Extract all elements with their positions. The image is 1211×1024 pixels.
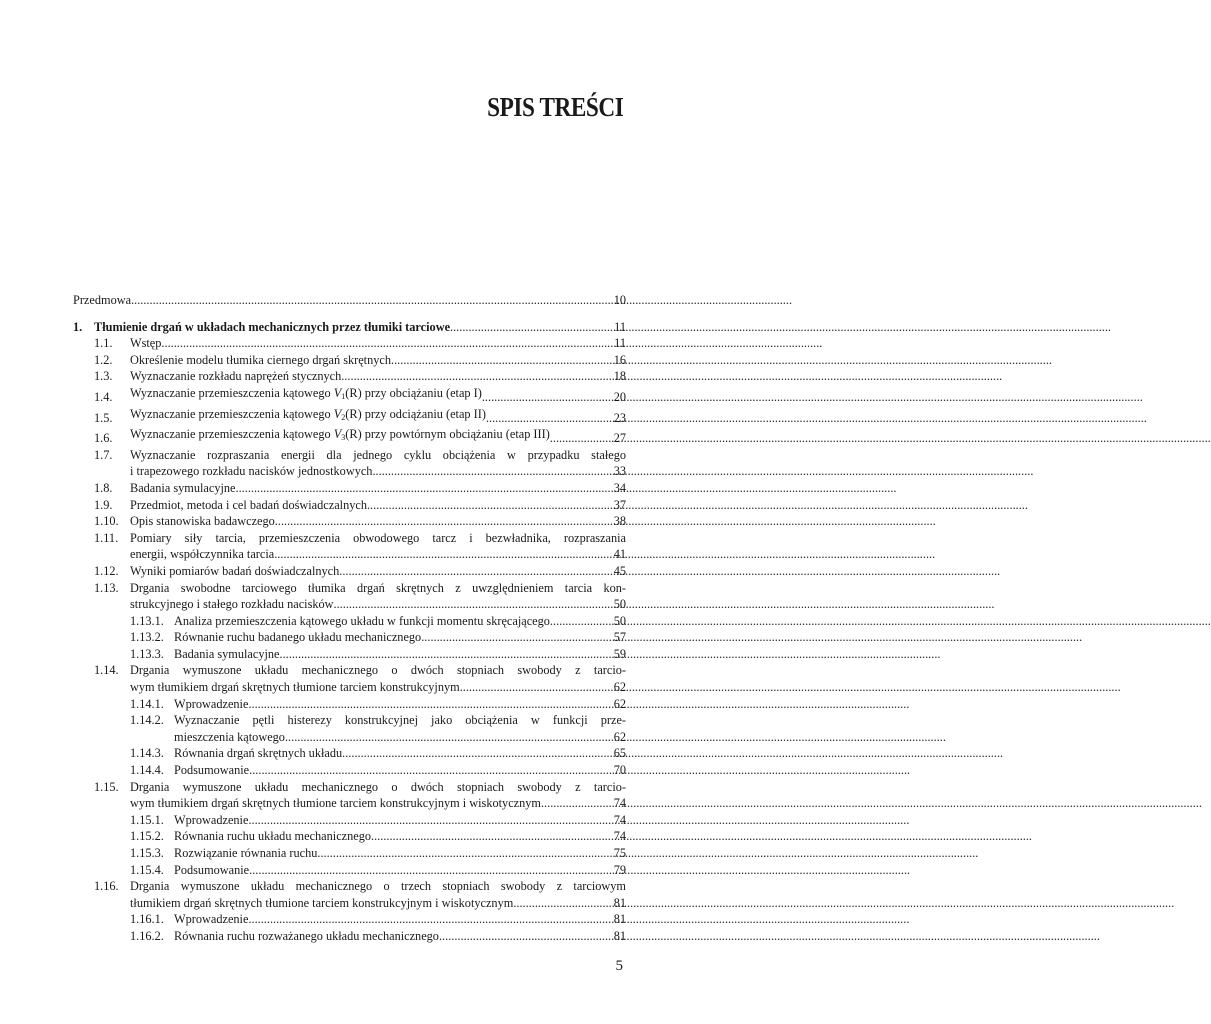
toc-entry-number: 1. [73, 319, 83, 334]
toc-entry-title: Wprowadzenie [174, 812, 249, 827]
toc-entry-title-block [174, 712, 626, 745]
toc-entry[interactable] [73, 812, 626, 829]
toc-entry[interactable] [73, 928, 626, 945]
toc-entry-title-line2: tłumikiem drgań skrętnych tłumione tarciem konstrukcyjnym i wiskotycznym [130, 895, 514, 910]
toc-entry[interactable] [73, 629, 626, 646]
toc-entry-title-pre: Wyznaczanie przemieszczenia kątowego [130, 406, 334, 421]
toc-entry[interactable] [73, 426, 626, 447]
leader-dots [131, 292, 606, 309]
toc-entry-page: 50 [613, 613, 626, 628]
toc-entry-title-line2: wym tłumikiem drgań skrętnych tłumione tarciem konstrukcyjnym [130, 680, 460, 695]
toc-entry-title [130, 385, 482, 406]
toc-entry-title-block [130, 878, 626, 911]
toc-entry-title-block [130, 662, 626, 695]
leader-dots [371, 828, 606, 845]
toc-entry-title-line1: Drgania swobodne tarciowego tłumika drgań skrętnych z uwzględnieniem tarcia kon- [130, 580, 626, 595]
toc-entry[interactable] [73, 878, 626, 911]
toc-entry-title-line2: wym tłumikiem drgań skrętnych tłumione tarciem konstrukcyjnym i wiskotycznym [130, 796, 541, 811]
leader-dots [341, 368, 606, 385]
toc-entries [73, 335, 626, 944]
toc-entry-title [130, 426, 550, 447]
toc-entry-number: 1.14. [94, 663, 119, 678]
variable-subscript: 1 [341, 391, 346, 401]
toc-entry[interactable] [73, 779, 626, 812]
toc-entry-title-block [130, 530, 626, 563]
toc-entry-number: 1.13.1. [130, 613, 164, 628]
toc-entry-page: 41 [613, 547, 626, 562]
toc-entry-title: Wprowadzenie [174, 912, 249, 927]
toc-entry-number: 1.16. [94, 879, 119, 894]
page-number: 5 [615, 958, 623, 974]
toc-entry-page: 45 [613, 563, 626, 578]
toc-entry-title [130, 406, 486, 427]
toc-entry-number: 1.13. [94, 580, 119, 595]
toc-entry-page: 79 [613, 862, 626, 877]
toc-chapter-1[interactable] [73, 319, 626, 336]
toc-entry-title-line2-row [130, 596, 626, 613]
toc-entry-title-line2: strukcyjnego i stałego rozkładu nacisków [130, 597, 334, 612]
toc-entry-number: 1.13.2. [130, 630, 164, 645]
toc-entry-number: 1.4. [94, 389, 113, 404]
toc-entry-page: 20 [613, 389, 626, 404]
toc-entry-title-pre: Wyznaczanie przemieszczenia kątowego [130, 385, 334, 400]
toc-entry-page: 34 [613, 480, 626, 495]
toc-entry[interactable] [73, 447, 626, 480]
toc-entry-title-line1: Drgania wymuszone układu mechanicznego o dwóch stopniach swobody z tarcio- [130, 663, 626, 678]
toc-entry-title-line2-row [130, 546, 626, 563]
toc-entry-page: 70 [613, 763, 626, 778]
toc-entry-page: 74 [613, 829, 626, 844]
toc-entry-page: 11 [614, 336, 626, 351]
leader-dots [334, 596, 606, 613]
toc-entry-page: 16 [613, 352, 626, 367]
leader-dots [274, 546, 606, 563]
toc-entry-title: Badania symulacyjne [174, 646, 280, 661]
toc-entry-page: 74 [613, 796, 626, 811]
leader-dots [249, 762, 606, 779]
leader-dots [248, 696, 606, 713]
leader-dots [550, 430, 606, 447]
toc-entry-title: Przedmowa [73, 293, 132, 307]
toc-entry-title-post: (R) przy powtórnym obciążaniu (etap III) [345, 427, 550, 442]
toc-entry-page: 81 [613, 928, 626, 943]
toc-entry-title: Podsumowanie [174, 763, 250, 778]
toc-entry-title-block [130, 779, 626, 812]
leader-dots [342, 745, 606, 762]
toc-entry[interactable] [73, 911, 626, 928]
toc-entry-title-line2: energii, współczynnika tarcia [130, 547, 275, 562]
leader-dots [248, 911, 606, 928]
toc-entry[interactable] [73, 845, 626, 862]
leader-dots [460, 679, 606, 696]
toc-entry-number: 1.15.2. [130, 829, 164, 844]
toc-entry-title-line2: mieszczenia kątowego [174, 729, 285, 744]
table-of-contents [73, 292, 626, 945]
toc-entry-page: 81 [613, 895, 626, 910]
toc-entry-title: Analiza przemieszczenia kątowego układu w funkcji momentu skręcającego [174, 613, 550, 628]
leader-dots [391, 352, 606, 369]
leader-dots [550, 613, 606, 630]
leader-dots [161, 335, 606, 352]
toc-entry-page: 81 [613, 912, 626, 927]
leader-dots [541, 795, 606, 812]
toc-entry-number: 1.15.3. [130, 846, 164, 860]
toc-entry-title: Badania symulacyjne [130, 480, 236, 495]
toc-entry-number: 1.15.1. [130, 812, 164, 827]
toc-entry-number: 1.7. [94, 447, 113, 462]
toc-entry-title: Tłumienie drgań w układach mechanicznych przez tłumiki tarciowe [94, 319, 451, 334]
toc-entry-title-line1: Pomiary siły tarcia, przemieszczenia obwodowego tarcz i bezwładnika, rozpraszania [130, 530, 626, 545]
toc-entry-title-post: (R) przy odciążaniu (etap II) [345, 406, 486, 421]
leader-dots [236, 480, 606, 497]
toc-entry[interactable] [73, 530, 626, 563]
toc-entry-number: 1.14.4. [130, 763, 164, 778]
toc-entry-page: 75 [613, 846, 626, 860]
toc-entry-number: 1.13.3. [130, 646, 164, 661]
toc-entry[interactable] [73, 385, 626, 406]
toc-entry-title: Wyznaczanie rozkładu naprężeń stycznych [130, 369, 342, 384]
toc-entry[interactable] [73, 662, 626, 695]
toc-entry-title-line1: Wyznaczanie rozpraszania energii dla jednego cyklu obciążenia w przypadku stałego [130, 447, 626, 462]
leader-dots [482, 389, 606, 406]
toc-entry-page: 62 [613, 680, 626, 695]
toc-entry-title: Określenie modelu tłumika ciernego drgań skrętnych [130, 352, 392, 367]
toc-entry-page: 62 [613, 729, 626, 744]
toc-entry-title: Wstęp [130, 336, 162, 351]
leader-dots [339, 563, 606, 580]
toc-entry-preface[interactable] [73, 292, 626, 309]
toc-entry-number: 1.11. [94, 530, 119, 545]
toc-entry-page: 74 [613, 812, 626, 827]
toc-entry-title: Wyniki pomiarów badań doświadczalnych [130, 563, 340, 578]
toc-entry-number: 1.15. [94, 779, 119, 794]
toc-entry-title: Równania ruchu rozważanego układu mechanicznego [174, 928, 439, 943]
toc-entry-title: Podsumowanie [174, 862, 250, 877]
toc-entry-page: 57 [613, 630, 626, 645]
toc-entry-page: 23 [613, 410, 626, 425]
toc-entry-title-line2-row [130, 895, 626, 912]
toc-entry-number: 1.2. [94, 352, 113, 367]
leader-dots [249, 862, 606, 879]
toc-entry-page: 11 [614, 319, 626, 334]
toc-entry[interactable] [73, 613, 626, 630]
toc-entry[interactable] [73, 745, 626, 762]
toc-entry-title: Wprowadzenie [174, 696, 249, 711]
toc-entry[interactable] [73, 828, 626, 845]
toc-entry-page: 50 [613, 597, 626, 612]
toc-entry-title-block [130, 447, 626, 480]
toc-entry[interactable] [73, 352, 626, 369]
leader-dots [513, 895, 606, 912]
variable-subscript: 3 [341, 433, 346, 443]
toc-entry-page: 27 [613, 431, 626, 446]
toc-entry-number: 1.10. [94, 514, 119, 529]
toc-entry-title: Równania drgań skrętnych układu [174, 746, 343, 761]
toc-entry-title-block [130, 580, 626, 613]
toc-entry-number: 1.14.2. [130, 713, 164, 728]
toc-entry-title-line2-row [130, 679, 626, 696]
toc-entry[interactable] [73, 480, 626, 497]
toc-entry-number: 1.5. [94, 410, 113, 425]
leader-dots [248, 812, 606, 829]
toc-entry-page: 59 [613, 646, 626, 661]
toc-entry-title: Równania ruchu układu mechanicznego [174, 829, 372, 844]
variable-v: V [333, 427, 342, 442]
toc-entry-page: 10 [613, 293, 626, 307]
variable-v: V [333, 385, 342, 400]
toc-entry-title: Przedmiot, metoda i cel badań doświadczalnych [130, 497, 367, 512]
toc-entry-number: 1.8. [94, 480, 113, 495]
toc-entry-title-line2-row [130, 463, 626, 480]
toc-entry[interactable] [73, 513, 626, 530]
toc-entry-number: 1.12. [94, 563, 119, 578]
toc-entry-title-line2: i trapezowego rozkładu nacisków jednostkowych [130, 464, 373, 479]
toc-entry-title: Równanie ruchu badanego układu mechanicznego [174, 630, 422, 645]
toc-entry-title-line2-row [174, 729, 626, 746]
toc-entry[interactable] [73, 563, 626, 580]
toc-entry[interactable] [73, 646, 626, 663]
toc-entry[interactable] [73, 762, 626, 779]
toc-entry-page: 37 [613, 497, 626, 512]
toc-entry-title: Opis stanowiska badawczego [130, 514, 275, 529]
toc-entry-title-line1: Drgania wymuszone układu mechanicznego o dwóch stopniach swobody z tarcio- [130, 779, 626, 794]
toc-entry-number: 1.14.3. [130, 746, 164, 761]
leader-dots [285, 729, 606, 746]
toc-entry-page: 18 [613, 369, 626, 384]
leader-dots [486, 410, 606, 427]
toc-entry-page: 38 [613, 514, 626, 529]
toc-entry-page: 33 [613, 464, 626, 479]
leader-dots [317, 845, 606, 862]
variable-subscript: 2 [341, 412, 346, 422]
toc-entry-number: 1.9. [94, 497, 113, 512]
toc-entry[interactable] [73, 406, 626, 427]
toc-entry-number: 1.16.1. [130, 912, 164, 927]
leader-dots [421, 629, 606, 646]
toc-entry-title-line1: Drgania wymuszone układu mechanicznego o trzech stopniach swobody z tarciowym [130, 879, 626, 894]
toc-entry-number: 1.1. [94, 336, 113, 351]
leader-dots [367, 497, 606, 514]
toc-entry-number: 1.16.2. [130, 928, 164, 943]
toc-entry-number: 1.6. [94, 431, 113, 446]
toc-entry[interactable] [73, 580, 626, 613]
leader-dots [280, 646, 606, 663]
toc-entry[interactable] [73, 497, 626, 514]
leader-dots [275, 513, 606, 530]
toc-entry-number: 1.15.4. [130, 862, 164, 877]
toc-entry-page: 62 [613, 696, 626, 711]
toc-entry[interactable] [73, 368, 626, 385]
toc-entry[interactable] [73, 696, 626, 713]
variable-v: V [333, 406, 342, 421]
toc-entry-title-line2-row [130, 795, 626, 812]
leader-dots [439, 928, 606, 945]
toc-entry[interactable] [73, 335, 626, 352]
toc-entry-number: 1.14.1. [130, 696, 164, 711]
toc-entry-number: 1.3. [94, 369, 113, 384]
toc-entry[interactable] [73, 862, 626, 879]
toc-entry-title-line1: Wyznaczanie pętli histerezy konstrukcyjnej jako obciążenia w funkcji prze- [174, 713, 626, 728]
toc-entry-page: 65 [613, 746, 626, 761]
toc-entry[interactable] [73, 712, 626, 745]
toc-entry-title-pre: Wyznaczanie przemieszczenia kątowego [130, 427, 334, 442]
leader-dots [450, 319, 606, 336]
page-title: SPIS TREŚCI [486, 92, 623, 122]
leader-dots [372, 463, 606, 480]
toc-entry-title-post: (R) przy obciążaniu (etap I) [345, 385, 482, 400]
toc-entry-title: Rozwiązanie równania ruchu [174, 846, 318, 860]
